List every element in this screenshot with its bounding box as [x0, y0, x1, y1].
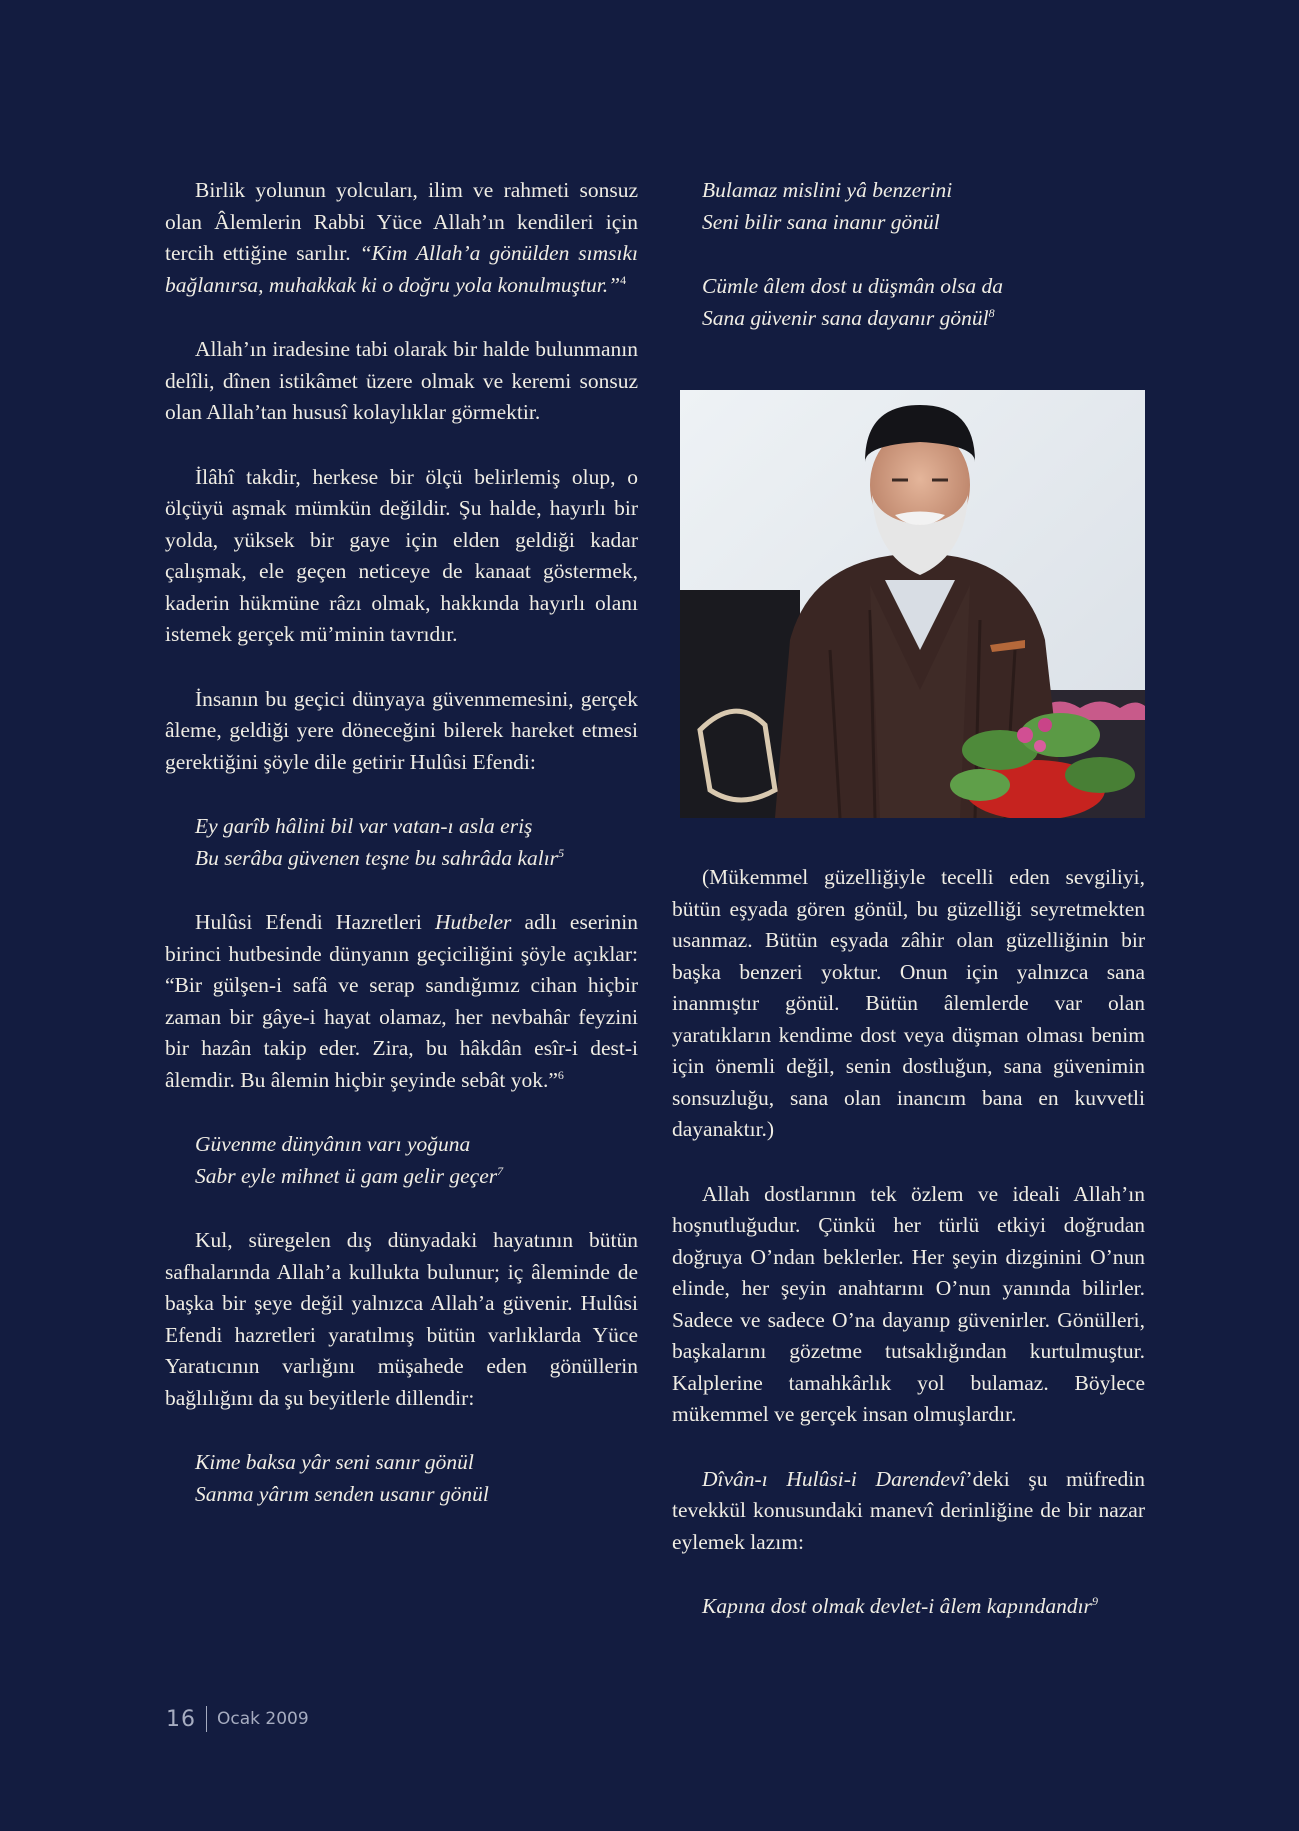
verse-couplet [672, 175, 1145, 238]
page-number: 16 [166, 1706, 196, 1732]
paragraph: (Mükemmel güzelliğiyle tecelli eden sevgiliyi, bütün eşyada gören gönül, bu güzelliği seyretmekten usanmaz. Bütün eşyada zâhir olan güzelliğinin bir başka benzeri yoktur. Onun için yalnızca sana inanmıştır gönül. Bütün âlemlerde var olan yaratıkların kendime dost veya düşman olması benim için önemli değil, senin dostluğun, sana güvenimin sonsuzluğu, sana olan inancım bana en kuvvetli dayanaktır.) [672, 865, 1145, 1141]
footnote-ref: 4 [620, 272, 627, 287]
verse-line: Kapına dost olmak devlet-i âlem kapındandır$^9$ [702, 1593, 1098, 1618]
verse-line: Bu serâba güvenen teşne bu sahrâda kalır$^5$ [195, 845, 565, 870]
footnote-ref: 8 [988, 305, 995, 320]
issue-date: Ocak 2009 [217, 1709, 309, 1729]
footer-divider [206, 1706, 207, 1732]
paragraph: İlâhî takdir, herkese bir ölçü belirlemiş olup, o ölçüyü aşmak mümkün değildir. Şu halde, hayırlı bir yolda, yüksek bir gaye için elden geldiği kadar çalışmak, ele geçen neticeye de kanaat göstermek, kaderin hükmüne râzı olmak, hakkında hayırlı olanı istemek gerçek mü’minin tavrıdır. [165, 464, 638, 646]
verse-line: Kime baksa yâr seni sanır gönül [195, 1450, 474, 1474]
verse-line: Cümle âlem dost u düşmân olsa da [702, 274, 1003, 298]
left-column [165, 175, 638, 1543]
verse-line: Sabr eyle mihnet ü gam gelir geçer$^7$ [195, 1163, 504, 1188]
paragraph: Hulûsi Efendi Hazretleri Hutbeler adlı eserinin birinci hutbesinde dünyanın geçiciliğini şöyle açıklar: “Bir gülşen-i safâ ve serap sandığımız cihan hiçbir zaman bir gâye-i hayat olamaz, her nevbahâr feyzini bir hazân takip eder. Zira, bu hâkdân esîr-i dest-i âlemdir. Bu âlemin hiçbir şeyinde sebât yok.”$^6$ [165, 910, 638, 1092]
book-title: Hutbeler [434, 910, 512, 934]
portrait-illustration [680, 390, 1145, 818]
footnote-ref: 7 [497, 1163, 504, 1178]
paragraph: Allah’ın iradesine tabi olarak bir halde bulunmanın delîli, dînen istikâmet üzere olmak ve keremi sonsuz olan Allah’tan hususî kolaylıklar görmektir. [165, 337, 638, 424]
paragraph: Kul, süregelen dış dünyadaki hayatının bütün safhalarında Allah’a kullukta bulunur; iç âleminde de başka bir şeye değil yalnızca Allah’a güvenir. Hulûsi Efendi hazretleri yaratılmış bütün varlıklarda Yüce Yaratıcının varlığını müşahede eden gönüllerin bağlılığını da şu beyitlerle dillendir: [165, 1228, 638, 1410]
verse-line: Seni bilir sana inanır gönül [702, 209, 940, 234]
verse-line: Sana güvenir sana dayanır gönül$^8$ [702, 305, 995, 330]
quran-quote: “Kim Allah’a gönülden sımsıkı bağlanırsa, muhakkak ki o doğru yola konulmuştur.” [165, 241, 638, 297]
verse-couplet [672, 271, 1145, 334]
book-title: Dîvân-ı Hulûsi-i Darendevî [702, 1466, 966, 1491]
right-column [672, 175, 1145, 367]
paragraph: Dîvân-ı Hulûsi-i Darendevî’deki şu müfredin tevekkül konusundaki manevî derinliğine de bir nazar eylemek lazım: [672, 1466, 1145, 1554]
verse-couplet [165, 811, 638, 874]
portrait-photo [680, 390, 1145, 818]
right-column-lower [672, 862, 1145, 1656]
verse-couplet [165, 1129, 638, 1192]
footnote-ref: 5 [558, 845, 565, 860]
paragraph: Birlik yolunun yolcuları, ilim ve rahmeti sonsuz olan Âlemlerin Rabbi Yüce Allah’ın kendileri için tercih ettiğine sarılır. “Kim Allah’a gönülden sımsıkı bağlanırsa, muhakkak ki o doğru yola konulmuştur.”$^4$ [165, 178, 638, 297]
verse-line: Bulamaz mislini yâ benzerini [702, 178, 953, 202]
verse-line: Sanma yârım senden usanır gönül [195, 1481, 489, 1506]
verse-couplet [165, 1447, 638, 1510]
verse-line: Ey garîb hâlini bil var vatan-ı asla eriş [195, 814, 533, 838]
paragraph: Allah dostlarının tek özlem ve ideali Allah’ın hoşnutluğudur. Çünkü her türlü etkiyi doğrudan doğruya O’ndan beklerler. Her şeyin dizginini O’nun elinde, her şeyin anahtarını O’nun yanında bilirler. Sadece ve sadece O’na dayanıp güvenirler. Gönülleri, başkalarını gözetme tutsaklığından kurtulmuştur. Kalplerine tamahkârlık yol bulamaz. Böylece mükemmel ve gerçek insan olmuşlardır. [672, 1181, 1145, 1426]
paragraph: İnsanın bu geçici dünyaya güvenmemesini, gerçek âleme, geldiği yere döneceğini bilerek hareket etmesi gerektiğini şöyle dile getirir Hulûsi Efendi: [165, 686, 638, 774]
page-footer [166, 1706, 309, 1732]
footnote-ref: 6 [557, 1067, 564, 1082]
verse-line: Güvenme dünyânın varı yoğuna [195, 1132, 471, 1156]
verse-line-block [672, 1591, 1145, 1623]
footnote-ref: 9 [1091, 1593, 1098, 1608]
